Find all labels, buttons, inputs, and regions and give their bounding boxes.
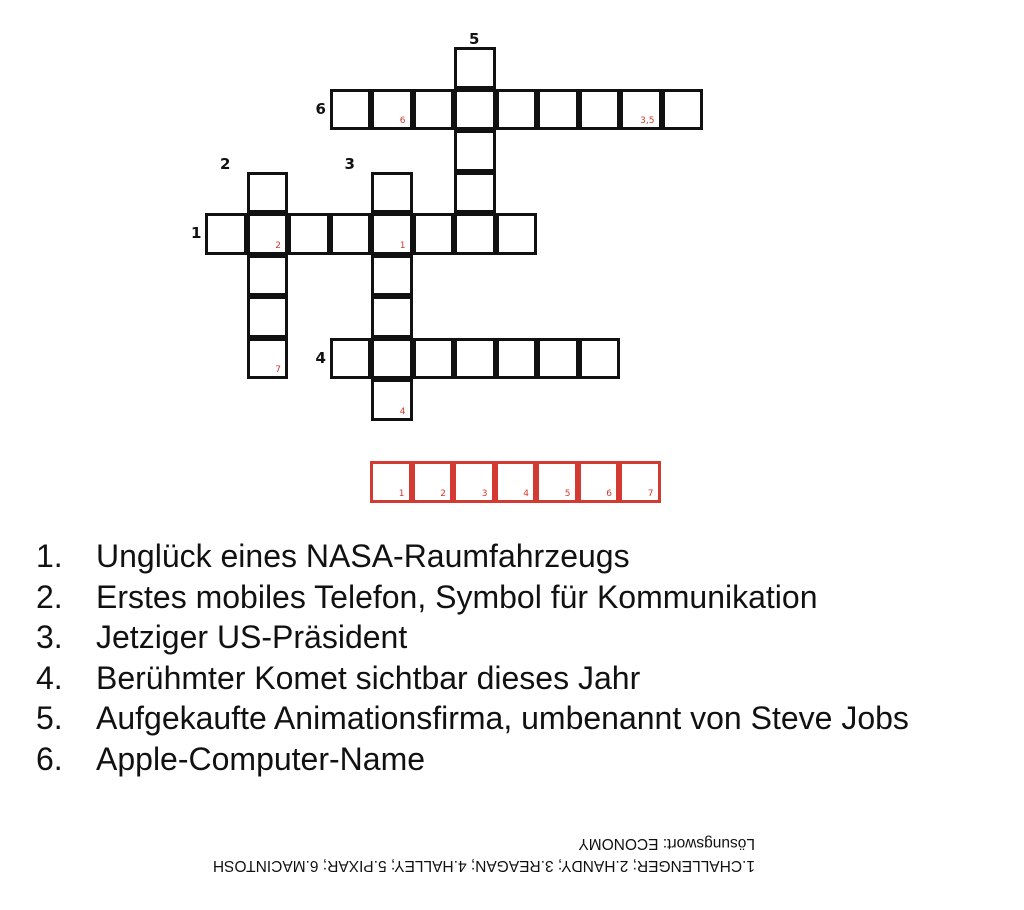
clue-number: 4	[315, 348, 326, 367]
solution-cell[interactable]	[536, 461, 578, 503]
clue-number: 1	[191, 224, 202, 242]
grid-cell[interactable]	[413, 213, 455, 255]
grid-cell[interactable]	[454, 89, 496, 131]
grid-cell[interactable]	[247, 338, 289, 380]
answer-words: 1.CHALLENGER; 2.HANDY; 3.REAGAN; 4.HALLEY; 5.PIXAR; 6.MACINTOSH	[212, 857, 755, 874]
grid-cell[interactable]	[330, 338, 372, 380]
solution-cell[interactable]	[453, 461, 495, 503]
solution-index-marker: 7	[647, 488, 654, 499]
grid-cell[interactable]	[620, 89, 662, 131]
solution-index-marker: 2	[440, 488, 446, 499]
grid-cell[interactable]	[330, 89, 372, 131]
grid-cell[interactable]	[371, 296, 413, 338]
solution-word: Lösungswort: ECONOMY	[578, 835, 755, 852]
clue-item: 4. Berühmter Komet sichtbar dieses Jahr	[36, 659, 641, 696]
grid-cell[interactable]	[496, 89, 538, 131]
solution-cell[interactable]	[412, 461, 454, 503]
clue-number: 2	[220, 154, 231, 173]
solution-index-marker: 3	[481, 488, 488, 499]
grid-cell[interactable]	[662, 89, 704, 131]
solution-index-marker: 1	[398, 488, 405, 499]
solution-index-marker: 4	[523, 488, 529, 499]
solution-index-marker: 7	[275, 365, 281, 375]
grid-cell[interactable]	[205, 213, 247, 255]
grid-cell[interactable]	[413, 89, 455, 131]
clue-item: 6. Apple-Computer-Name	[36, 740, 426, 777]
solution-index-marker: 4	[399, 406, 406, 417]
grid-cell[interactable]	[579, 338, 621, 380]
clue-item: 3. Jetziger US-Präsident	[36, 619, 408, 655]
grid-cell[interactable]	[413, 338, 455, 380]
solution-index-marker: 6	[399, 116, 406, 126]
solution-index-marker: 1	[399, 240, 406, 251]
grid-cell[interactable]	[247, 172, 289, 214]
grid-cell[interactable]	[496, 338, 538, 380]
grid-cell[interactable]	[454, 130, 496, 172]
solution-cell[interactable]	[578, 461, 620, 503]
grid-cell[interactable]	[537, 89, 579, 131]
grid-cell[interactable]	[247, 296, 289, 338]
grid-cell[interactable]	[371, 338, 413, 380]
solution-cell[interactable]	[495, 461, 537, 503]
grid-cell[interactable]	[454, 213, 496, 255]
grid-cell[interactable]	[454, 172, 496, 214]
grid-cell[interactable]	[496, 213, 538, 255]
solution-index-marker: 6	[606, 488, 612, 499]
grid-cell[interactable]	[371, 172, 413, 214]
grid-cell[interactable]	[371, 213, 413, 255]
grid-cell[interactable]	[288, 213, 330, 255]
grid-cell[interactable]	[454, 338, 496, 380]
solution-cell[interactable]	[619, 461, 661, 503]
grid-cell[interactable]	[371, 379, 413, 421]
clue-item: 1. Unglück eines NASA-Raumfahrzeugs	[36, 538, 630, 574]
grid-cell[interactable]	[579, 89, 621, 131]
grid-cell[interactable]	[371, 89, 413, 131]
solution-cell[interactable]	[370, 461, 412, 503]
solution-index-marker: 5	[564, 488, 571, 499]
grid-cell[interactable]	[330, 213, 372, 255]
solution-index-marker: 2	[275, 240, 281, 251]
grid-cell[interactable]	[247, 255, 289, 297]
upside-down-answer-key	[55, 824, 755, 876]
grid-cell[interactable]	[454, 47, 496, 89]
solution-index-marker: 3,5	[640, 116, 655, 126]
clue-number: 3	[344, 154, 355, 173]
grid-cell[interactable]	[537, 338, 579, 380]
clue-number: 5	[469, 30, 480, 48]
clue-list	[36, 536, 909, 779]
clue-item: 2. Erstes mobiles Telefon, Symbol für Kommunikation	[36, 578, 818, 615]
grid-cell[interactable]	[247, 213, 289, 255]
clue-item: 5. Aufgekaufte Animationsfirma, umbenannt von Steve Jobs	[36, 700, 909, 736]
clue-number: 6	[315, 99, 326, 118]
grid-cell[interactable]	[371, 255, 413, 297]
